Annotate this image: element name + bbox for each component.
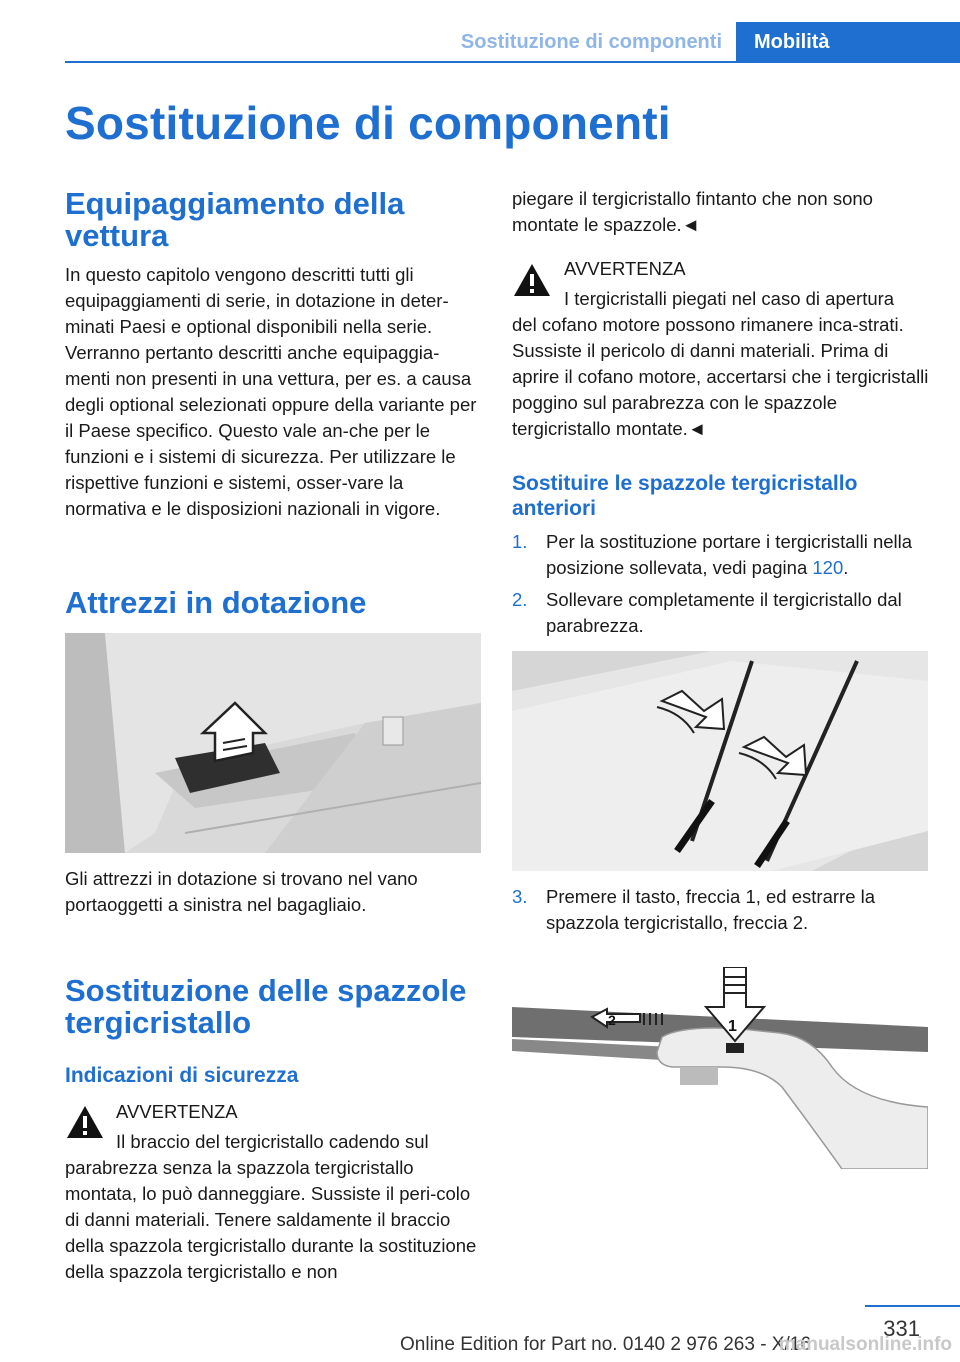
warning-title: AVVERTENZA <box>116 1101 238 1122</box>
wiper-lift-figure <box>512 651 928 871</box>
page-number: 331 <box>883 1316 920 1341</box>
warning-text: del cofano motore possono rimanere inca-strati. Sussiste il pericolo di danni materiali. Prima di aprire il cofano motore, accertarsi che i tergicristalli poggino sul parabrezza con le spazzole tergicristallo montate.◄ <box>512 314 929 439</box>
page-title: Sostituzione di componenti <box>65 97 671 149</box>
wiper-release-figure <box>512 967 928 1169</box>
chapter-tab: Mobilità <box>736 22 960 62</box>
step-1-text: Per la sostituzione portare i tergicristalli nella posizione sollevata, vedi pagina 120. <box>546 531 913 578</box>
warning-icon <box>512 262 552 298</box>
page-link[interactable]: 120 <box>812 557 844 578</box>
step-number: 2. <box>512 589 528 610</box>
warning-icon <box>65 1104 105 1140</box>
intro-paragraph: In questo capitolo vengono descritti tutti gli equipaggiamenti di serie, in dotazione in deter-minati Paesi e optional disponibili nella serie. Verranno pertanto descritti anche equipaggia-menti non presenti in una vettura, per es. a causa degli optional selezionati oppure della variante per il Paese specifico. Questo vale an-che per le funzioni e i sistemi di sicurezza. Per utilizzare le rispettive funzioni e sistemi, osser-vare la normativa e le disposizioni nazionali in vigore. <box>65 264 477 519</box>
trunk-tools-figure <box>65 633 481 853</box>
step-number: 1. <box>512 531 528 552</box>
warning-first-line: I tergicristalli piegati nel caso di apertura <box>564 288 895 309</box>
warning-text: parabrezza senza la spazzola tergicristallo montata, lo può danneggiare. Sussiste il peri-colo di danni materiali. Tenere saldamente il braccio della spazzola tergicristallo durante la sostituzione della spazzola tergicristallo e non <box>65 1157 477 1282</box>
arrow-label-2: 2 <box>608 1012 616 1028</box>
warning-title: AVVERTENZA <box>564 258 686 279</box>
step-3-text: Premere il tasto, freccia 1, ed estrarre la spazzola tergicristallo, freccia 2. <box>546 886 876 933</box>
running-section-title: Sostituzione di componenti <box>460 31 722 53</box>
step-2-text: Sollevare completamente il tergicristallo dal parabrezza. <box>546 589 902 636</box>
warning-first-line: Il braccio del tergicristallo cadendo sul <box>116 1131 429 1152</box>
subheading-sicurezza: Indicazioni di sicurezza <box>65 1064 299 1087</box>
footer-rule <box>865 1305 960 1307</box>
header-rule <box>65 61 960 63</box>
heading-spazzole: Sostituzione delle spazzole tergicristallo <box>65 973 467 1040</box>
watermark: manualsonline.info <box>778 1334 952 1355</box>
heading-equipaggiamento: Equipaggiamento della vettura <box>65 186 405 253</box>
heading-attrezzi: Attrezzi in dotazione <box>65 585 367 620</box>
warning-continuation: piegare il tergicristallo fintanto che non sono montate le spazzole.◄ <box>512 188 873 235</box>
arrow-label-1: 1 <box>728 1018 737 1035</box>
trunk-caption: Gli attrezzi in dotazione si trovano nel vano portaoggetti a sinistra nel bagagliaio. <box>65 868 418 915</box>
edition-line: Online Edition for Part no. 0140 2 976 263 - X/16 <box>400 1334 811 1355</box>
step-number: 3. <box>512 886 528 907</box>
subheading-sostituire: Sostituire le spazzole tergicristallo anteriori <box>512 472 858 520</box>
